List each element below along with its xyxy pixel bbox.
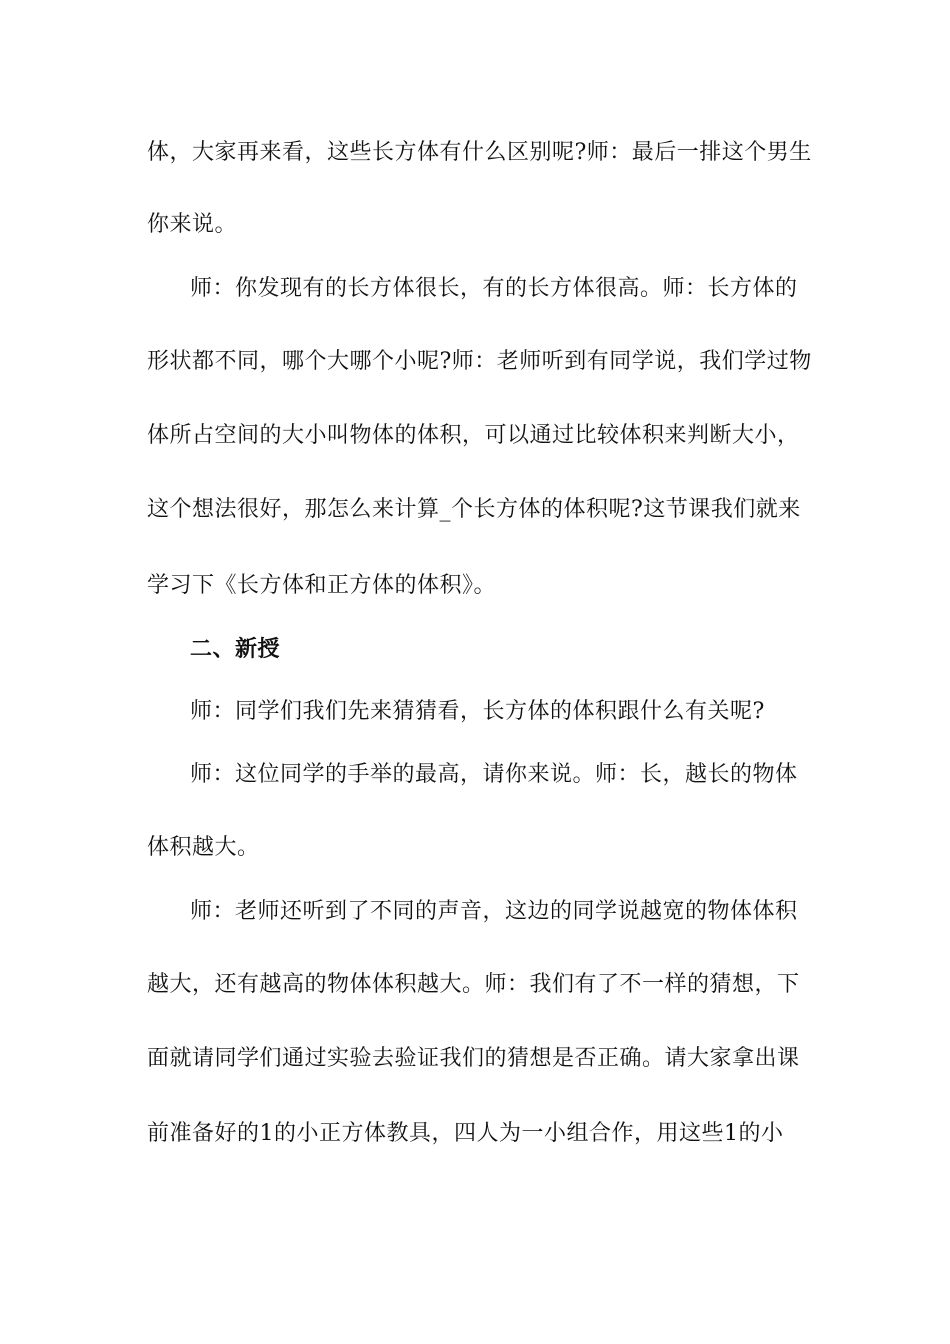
paragraph-line: 体所占空间的大小叫物体的体积，可以通过比较体积来判断大小， <box>147 423 800 448</box>
paragraph-line: 师：同学们我们先来猜猜看，长方体的体积跟什么有关呢? <box>190 699 765 724</box>
paragraph-line: 师：这位同学的手举的最高，请你来说。师：长，越长的物体 <box>190 762 798 787</box>
paragraph-line: 前准备好的1的小正方体教具，四人为一小组合作，用这些1的小 <box>147 1121 784 1146</box>
paragraph-line: 体积越大。 <box>147 835 260 860</box>
paragraph-line: 越大，还有越高的物体体积越大。师：我们有了不一样的猜想，下 <box>147 972 800 997</box>
paragraph-line: 这个想法很好，那怎么来计算_个长方体的体积呢?这节课我们就来 <box>147 497 801 522</box>
paragraph-line: 学习下《长方体和正方体的体积》。 <box>147 573 497 598</box>
paragraph-line: 形状都不同，哪个大哪个小呢?师：老师听到有同学说，我们学过物 <box>147 349 812 374</box>
paragraph-line: 你来说。 <box>147 212 238 237</box>
paragraph-line: 师：你发现有的长方体很长，有的长方体很高。师：长方体的 <box>190 276 798 301</box>
paragraph-line: 体，大家再来看，这些长方体有什么区别呢?师：最后一排这个男生 <box>147 140 812 165</box>
paragraph-line: 师：老师还听到了不同的声音，这边的同学说越宽的物体体积 <box>190 899 798 924</box>
section-heading: 二、新授 <box>190 636 281 662</box>
paragraph-line: 面就请同学们通过实验去验证我们的猜想是否正确。请大家拿出课 <box>147 1046 800 1071</box>
